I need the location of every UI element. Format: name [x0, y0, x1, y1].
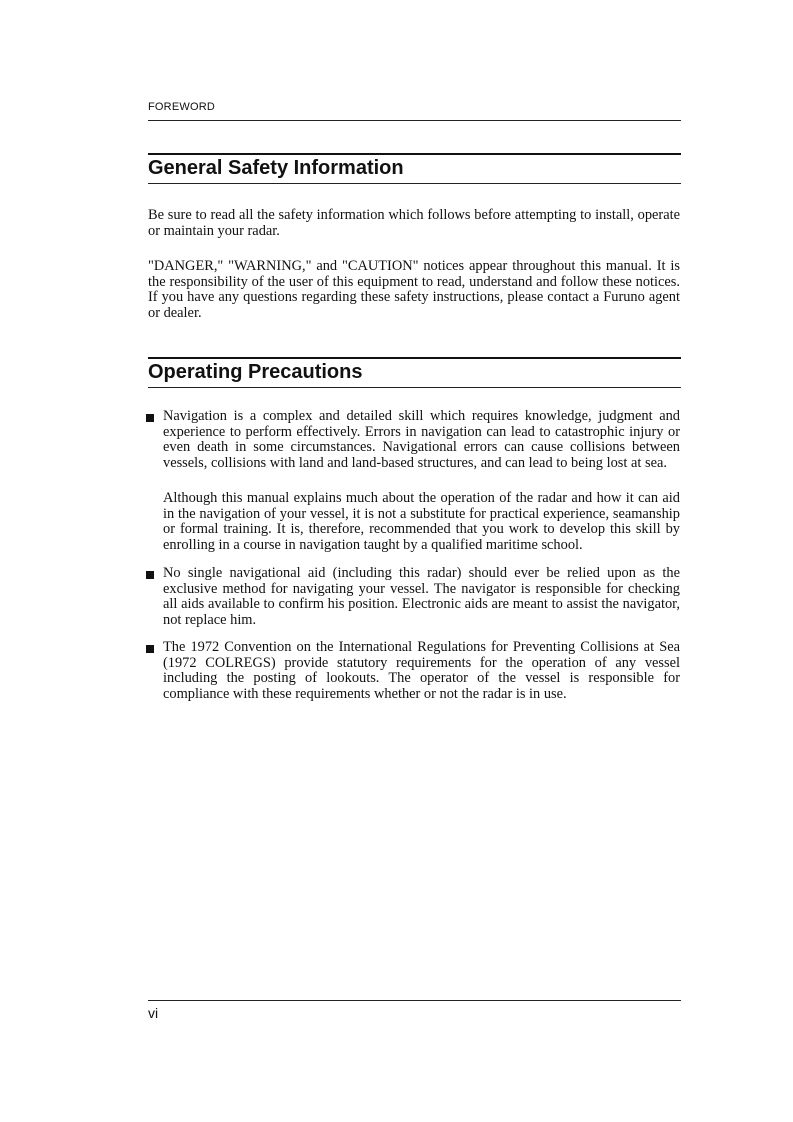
- bullet-text: No single navigational aid (including this radar) should ever be relied upon as the exclusive method for navigating your vessel. The navigator is responsible for checking all aids available to confirm his position. Electronic aids are meant to assist the navigator, not replace him.: [163, 565, 680, 628]
- bullet-square-icon: [146, 645, 154, 653]
- bullet-square-icon: [146, 414, 154, 422]
- bullet-text: The 1972 Convention on the International Regulations for Preventing Collisions at Sea (1972 COLREGS) provide statutory requirements for the operation of any vessel including the posting of lookouts. The operator of the vessel is responsible for compliance with these requirements whether or not the radar is in use.: [163, 639, 680, 702]
- footer-rule: [148, 1000, 681, 1001]
- safety-paragraph: "DANGER," "WARNING," and "CAUTION" notices appear throughout this manual. It is the responsibility of the user of this equipment to read, understand and follow these notices. If you have any questions regarding these safety instructions, please contact a Furuno agent or dealer.: [148, 258, 680, 321]
- header-rule: [148, 120, 681, 121]
- running-header: FOREWORD: [148, 101, 215, 113]
- safety-paragraph: Be sure to read all the safety information which follows before attempting to install, operate or maintain your radar.: [148, 207, 680, 239]
- section-title-operating-precautions: Operating Precautions: [148, 361, 363, 383]
- section-title-general-safety: General Safety Information: [148, 157, 404, 179]
- section-top-rule: [148, 153, 681, 155]
- section-bottom-rule: [148, 387, 681, 388]
- section-bottom-rule: [148, 183, 681, 184]
- section-top-rule: [148, 357, 681, 359]
- bullet-continuation: Although this manual explains much about the operation of the radar and how it can aid in the navigation of your vessel, it is not a substitute for practical experience, seamanship or formal training. It is, therefore, recommended that you work to develop this skill by enrolling in a course in navigation taught by a qualified maritime school.: [163, 490, 680, 553]
- bullet-square-icon: [146, 571, 154, 579]
- page-number: vi: [148, 1005, 159, 1021]
- bullet-text: Navigation is a complex and detailed skill which requires knowledge, judgment and experience to perform effectively. Errors in navigation can lead to catastrophic injury or even death in some circumstances. Navigational errors can cause collisions between vessels, collisions with land and land-based structures, and can lead to being lost at sea.: [163, 408, 680, 471]
